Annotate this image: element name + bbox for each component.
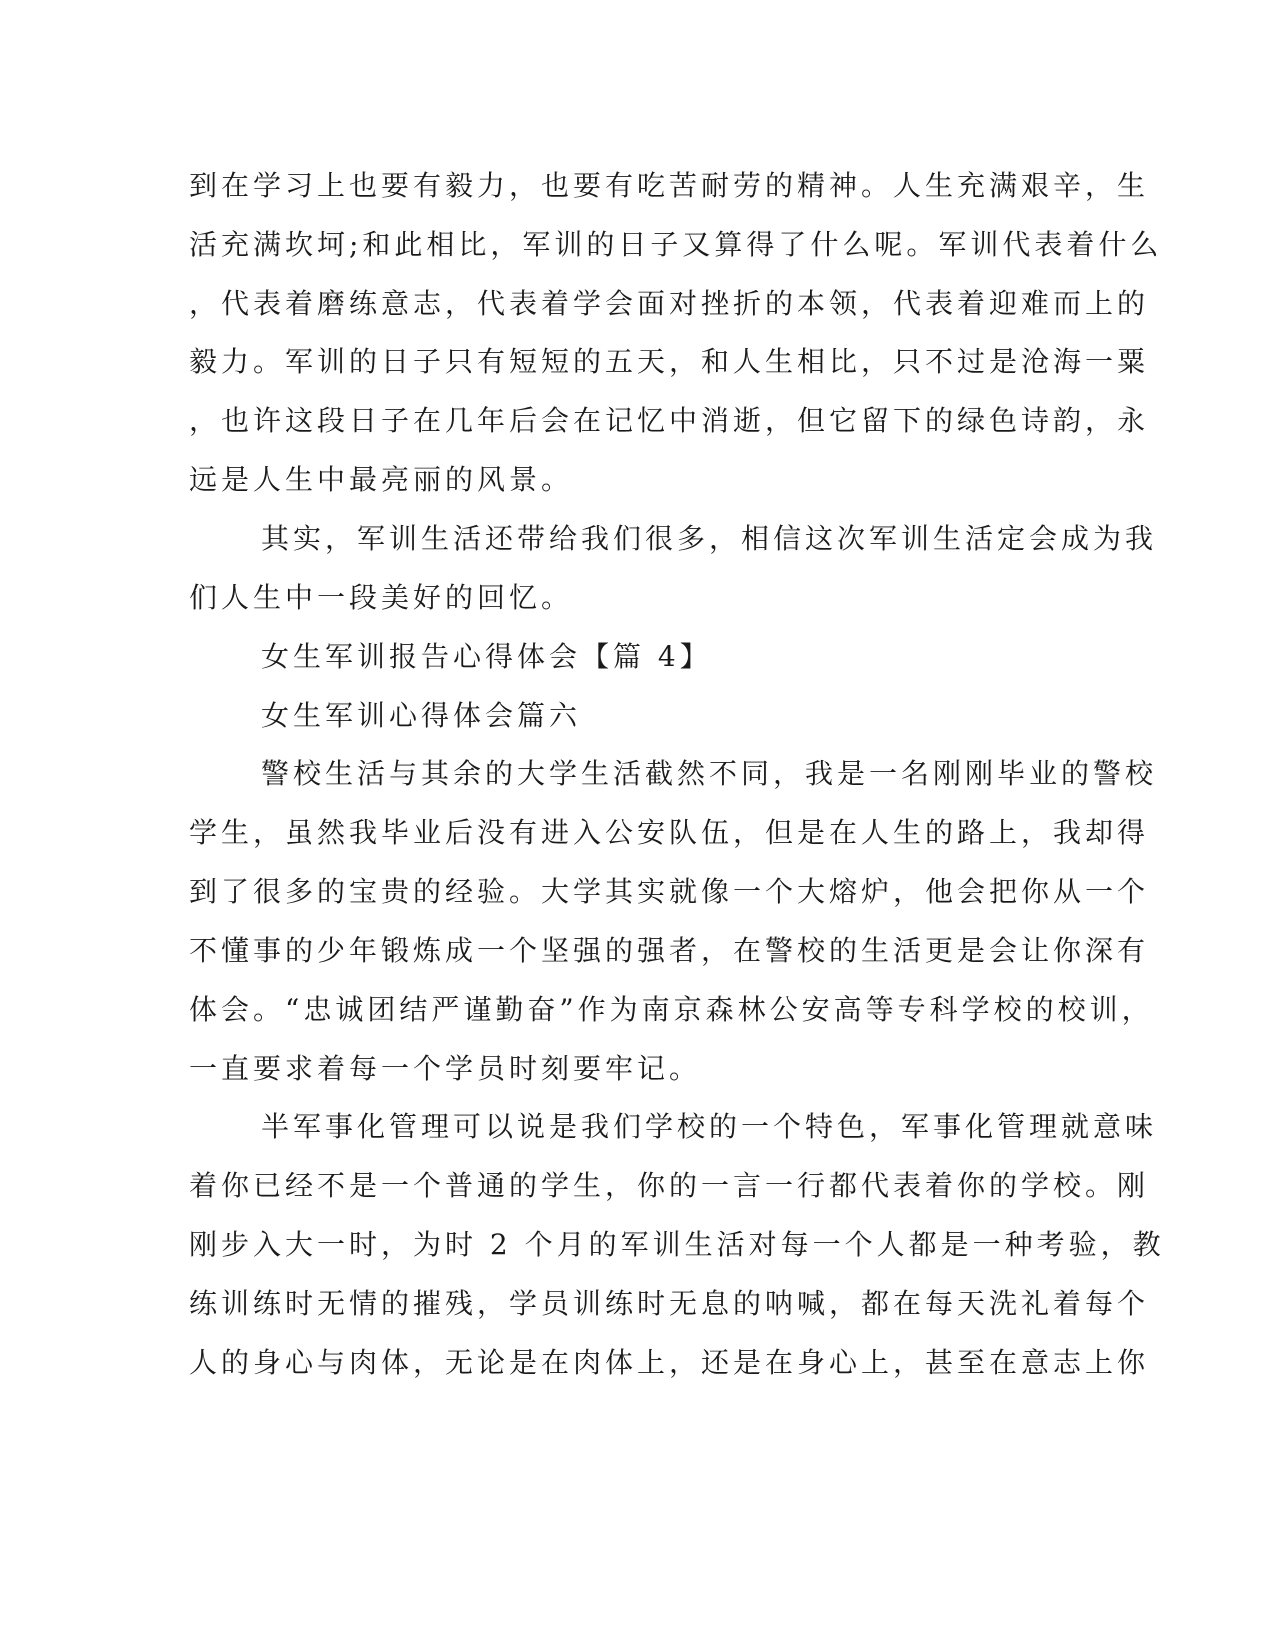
section-heading: 女生军训报告心得体会【篇 4】	[261, 640, 712, 673]
paragraph-1-line-2: 活充满坎坷;和此相比，军训的日子又算得了什么呢。军训代表着什么	[189, 228, 1163, 261]
paragraph-4-line-4: 练训练时无情的摧残，学员训练时无息的呐喊，都在每天洗礼着每个	[189, 1287, 1150, 1320]
paragraph-2-line-1: 其实，军训生活还带给我们很多，相信这次军训生活定会成为我	[261, 522, 1158, 555]
paragraph-3-line-5: 体会。“忠诚团结严谨勤奋”作为南京森林公安高等专科学校的校训，	[189, 993, 1154, 1026]
paragraph-1-line-1: 到在学习上也要有毅力，也要有吃苦耐劳的精神。人生充满艰辛，生	[189, 169, 1150, 202]
paragraph-2-line-2: 们人生中一段美好的回忆。	[189, 581, 574, 614]
paragraph-1-line-4: 毅力。军训的日子只有短短的五天，和人生相比，只不过是沧海一粟	[189, 345, 1150, 378]
paragraph-3-line-4: 不懂事的少年锻炼成一个坚强的强者，在警校的生活更是会让你深有	[189, 934, 1150, 967]
paragraph-4-line-1: 半军事化管理可以说是我们学校的一个特色，军事化管理就意味	[261, 1110, 1158, 1143]
paragraph-3-line-6: 一直要求着每一个学员时刻要牢记。	[189, 1052, 702, 1085]
paragraph-1-line-5: ，也许这段日子在几年后会在记忆中消逝，但它留下的绿色诗韵，永	[189, 404, 1150, 437]
paragraph-1-line-3: ，代表着磨练意志，代表着学会面对挫折的本领，代表着迎难而上的	[189, 287, 1150, 320]
paragraph-4-line-2: 着你已经不是一个普通的学生，你的一言一行都代表着你的学校。刚	[189, 1169, 1150, 1202]
paragraph-4-line-5: 人的身心与肉体，无论是在肉体上，还是在身心上，甚至在意志上你	[189, 1346, 1150, 1379]
paragraph-3-line-1: 警校生活与其余的大学生活截然不同，我是一名刚刚毕业的警校	[261, 757, 1158, 790]
paragraph-3-line-3: 到了很多的宝贵的经验。大学其实就像一个大熔炉，他会把你从一个	[189, 875, 1150, 908]
paragraph-1-line-6: 远是人生中最亮丽的风景。	[189, 463, 574, 496]
paragraph-4-line-3: 刚步入大一时，为时 2 个月的军训生活对每一个人都是一种考验，教	[189, 1228, 1165, 1261]
section-subheading: 女生军训心得体会篇六	[261, 699, 582, 732]
paragraph-3-line-2: 学生，虽然我毕业后没有进入公安队伍，但是在人生的路上，我却得	[189, 816, 1150, 849]
